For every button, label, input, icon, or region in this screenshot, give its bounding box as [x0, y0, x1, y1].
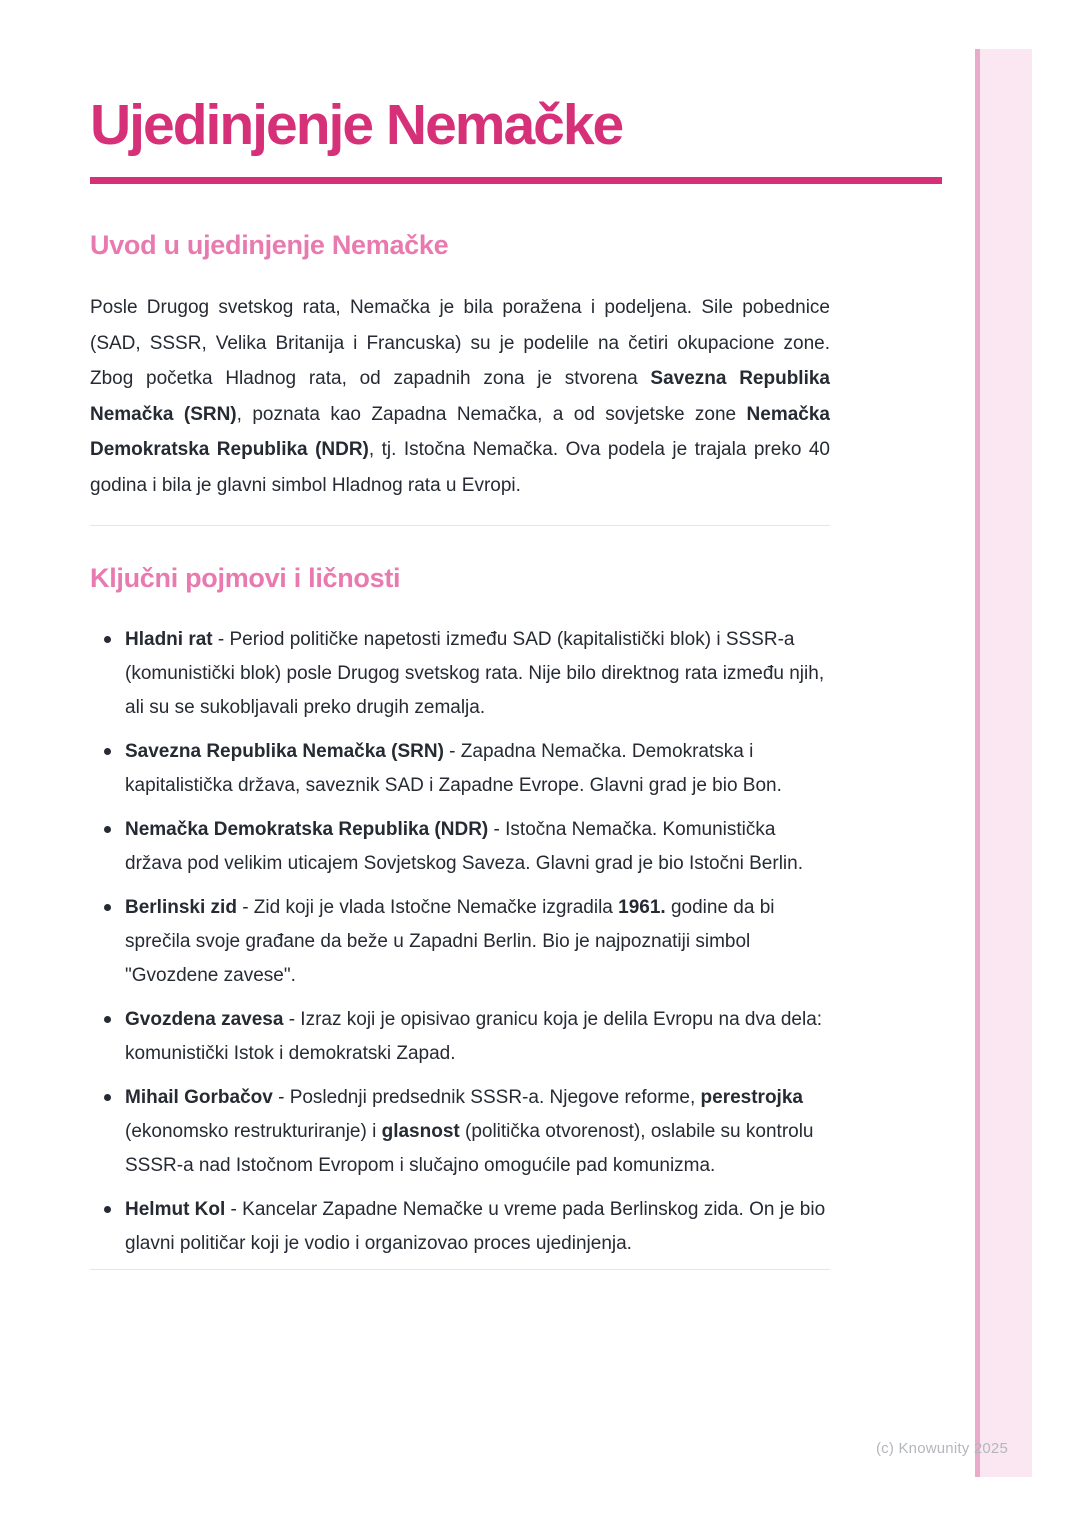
list-item: Gvozdena zavesa - Izraz koji je opisivao granicu koja je delila Evropu na dva dela: komunistički Istok i demokratski Zapad. [90, 1003, 830, 1071]
page-title: Ujedinjenje Nemačke [90, 93, 623, 157]
document-content [90, 0, 830, 1270]
right-accent-stripe [975, 49, 1032, 1477]
section-heading-terms: Ključni pojmovi i ličnosti [90, 563, 401, 593]
title-underline [90, 177, 942, 184]
intro-paragraph: Posle Drugog svetskog rata, Nemačka je bila poražena i podeljena. Sile pobednice (SAD, SSSR, Velika Britanija i Francuska) su je podelile na četiri okupacione zone. Zbog početka Hladnog rata, od zapadnih zona je stvorena Savezna Republika Nemačka (SRN), poznata kao Zapadna Nemačka, a od sovjetske zone Nemačka Demokratska Republika (NDR), tj. Istočna Nemačka. Ova podela je trajala preko 40 godina i bila je glavni simbol Hladnog rata u Evropi. [90, 297, 831, 496]
list-item: Hladni rat - Period političke napetosti između SAD (kapitalistički blok) i SSSR-a (komunistički blok) posle Drugog svetskog rata. Nije bilo direktnog rata između njih, ali su se sukobljavali preko drugih zemalja. [90, 623, 830, 725]
section-divider [90, 525, 830, 526]
list-item: Helmut Kol - Kancelar Zapadne Nemačke u vreme pada Berlinskog zida. On je bio glavni političar koji je vodio i organizovao proces ujedinjenja. [90, 1193, 830, 1261]
list-item: Savezna Republika Nemačka (SRN) - Zapadna Nemačka. Demokratska i kapitalistička država, saveznik SAD i Zapadne Evrope. Glavni grad je bio Bon. [90, 735, 830, 803]
section-heading-intro: Uvod u ujedinjenje Nemačke [90, 230, 449, 260]
footer-divider [90, 1269, 830, 1270]
list-item: Nemačka Demokratska Republika (NDR) - Istočna Nemačka. Komunistička država pod velikim uticajem Sovjetskog Saveza. Glavni grad je bio Istočni Berlin. [90, 813, 830, 881]
key-terms-list [90, 623, 830, 1261]
list-item: Mihail Gorbačov - Poslednji predsednik SSSR-a. Njegove reforme, perestrojka (ekonomsko restrukturiranje) i glasnost (politička otvorenost), oslabile su kontrolu SSSR-a nad Istočnom Evropom i slučajno omogućile pad komunizma. [90, 1081, 830, 1183]
list-item: Berlinski zid - Zid koji je vlada Istočne Nemačke izgradila 1961. godine da bi sprečila svoje građane da beže u Zapadni Berlin. Bio je najpoznatiji simbol "Gvozdene zavese". [90, 891, 830, 993]
copyright-footer: (c) Knowunity 2025 [875, 1440, 1008, 1457]
